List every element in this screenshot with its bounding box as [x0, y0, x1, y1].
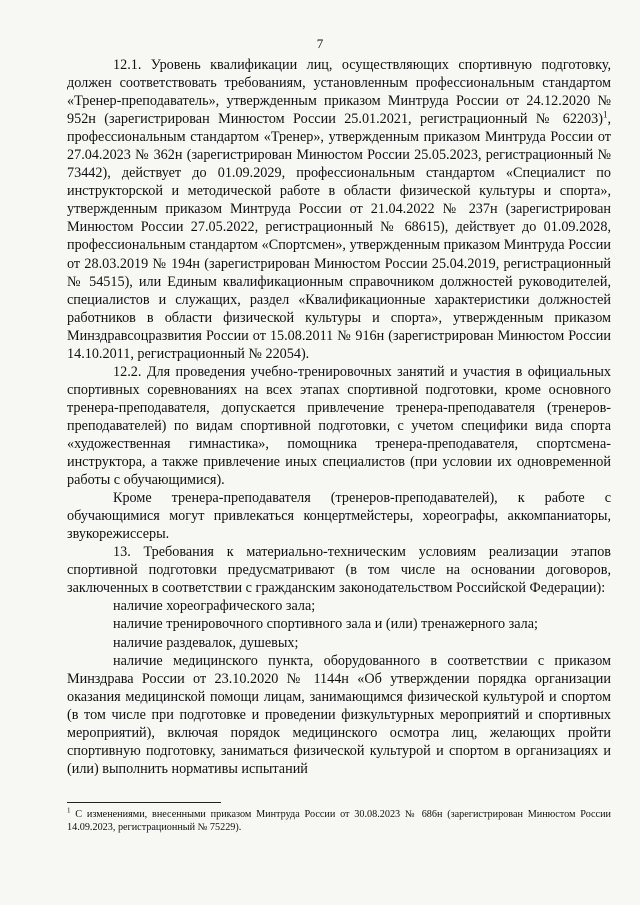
list-item: наличие тренировочного спортивного зала и (или) тренажерного зала; [113, 616, 538, 633]
list-item: наличие раздевалок, душевых; [113, 634, 299, 651]
footnote-divider [67, 802, 221, 803]
paragraph-12-1-continued: , профессиональным стандартом «Тренер», утвержденным приказом Минтруда России от 27.04.2023 № 362н (зарегистрирован Минюстом России 25.05.2023, регистрационный № 73442), действует до 01.09.2029, профессиональным стандартом «Специалист по инструкторской и методической работе в области физической культуры и спорта», утвержденным приказом Минтруда России от 21.04.2022 № 237н (зарегистрирован Минюстом России 27.05.2022, регистрационный № 68615), действует до 01.09.2028, профессиональным стандартом «Спортсмен», утвержденным приказом Минтруда России от 28.03.2019 № 194н (зарегистрирован Минюстом России 25.04.2019, регистрационный № 54515), или Единым квалификационным справочником должностей руководителей, специалистов и служащих, раздел «Квалификационные характеристики должностей работников в области физической культуры и спорта», утвержденным приказом Минздравсоцразвития России от 15.08.2011 № 916н (зарегистрирован Минюстом России 14.10.2011, регистрационный № 22054). [67, 111, 611, 362]
document-body [67, 56, 611, 778]
paragraph-12-2: 12.2. Для проведения учебно-тренировочных занятий и участия в официальных спортивных соревнованиях на всех этапах спортивной подготовки, кроме основного тренера-преподавателя, допускается привлечение тренера-преподавателя (тренеров-преподавателей) по видам спортивной подготовки, с учетом специфики вида спорта «художественная гимнастика», помощника тренера-преподавателя, спортсмена-инструктора, а также привлечение иных специалистов (при условии их одновременной работы с обучающимися). [67, 363, 611, 489]
paragraph-additional-staff: Кроме тренера-преподавателя (тренеров-преподавателей), к работе с обучающимися могут привлекаться концертмейстеры, хореографы, аккомпаниаторы, звукорежиссеры. [67, 490, 611, 543]
footnote-marker: 1 [67, 806, 71, 815]
page-number: 7 [316, 36, 324, 51]
footnote-reference: 1 [602, 109, 608, 120]
paragraph-13: 13. Требования к материально-техническим условиям реализации этапов спортивной подготовки предусматривают (в том числе на основании договоров, заключенных в соответствии с гражданским законодательством Российской Федерации): [67, 544, 611, 597]
paragraph-12-1 [67, 56, 611, 363]
paragraph-12-1-text: 12.1. Уровень квалификации лиц, осуществляющих спортивную подготовку, должен соответствовать требованиям, установленным профессиональным стандартом «Тренер-преподаватель», утвержденным приказом Минтруда России от 24.12.2020 № 952н (зарегистрирован Минюстом России 25.01.2021, регистрационный № 62203) [67, 57, 611, 128]
list-item: наличие медицинского пункта, оборудованного в соответствии с приказом Минздрава России от 23.10.2020 № 1144н «Об утверждении порядка организации оказания медицинской помощи лицам, занимающимся физической культурой и спортом (в том числе при подготовке и проведении физкультурных мероприятий и спортивных мероприятий), включая порядок медицинского осмотра лиц, желающих пройти спортивную подготовку, заниматься физической культурой и спортом в организациях и (или) выполнить нормативы испытаний [67, 652, 611, 777]
list-item: наличие хореографического зала; [113, 598, 316, 615]
footnote-text: С изменениями, внесенными приказом Минтруда России от 30.08.2023 № 686н (зарегистрирован Минюстом России 14.09.2023, регистрационный № 75229). [67, 809, 611, 833]
footnote [67, 808, 611, 834]
